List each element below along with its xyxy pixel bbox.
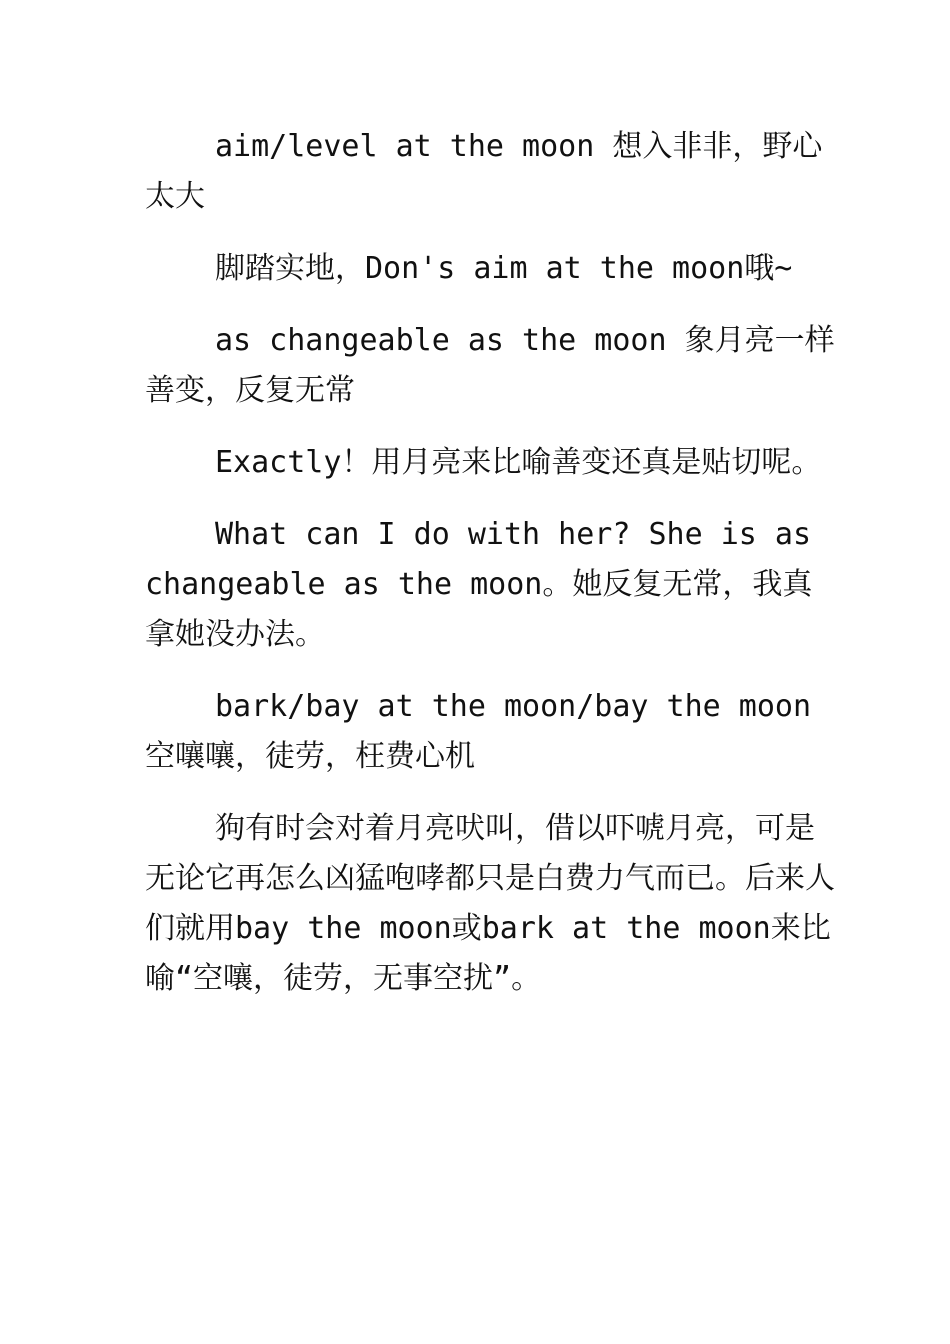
document-page bbox=[145, 122, 835, 1026]
paragraph-bark-at-the-moon: bark/bay at the moon/bay the moon 空嚷嚷，徒劳，枉费心机 bbox=[145, 689, 812, 774]
paragraph-changeable-example: What can I do with her? She is as changeable as the moon。她反复无常，我真拿她没办法。 bbox=[145, 517, 813, 652]
paragraph-exactly-comment: Exactly！用月亮来比喻善变还真是贴切呢。 bbox=[215, 445, 822, 480]
paragraph-changeable-as-the-moon: as changeable as the moon 象月亮一样善变，反复无常 bbox=[145, 323, 835, 408]
paragraph-dont-aim-example: 脚踏实地，Don's aim at the moon哦~ bbox=[215, 251, 793, 286]
paragraph-bay-the-moon-explanation: 狗有时会对着月亮吠叫，借以吓唬月亮，可是无论它再怎么凶猛咆哮都只是白费力气而已。后来人们就用bay the moon或bark at the moon来比喻“空嚷，徒劳，无事空扰”。 bbox=[145, 811, 835, 996]
paragraph-aim-at-the-moon: aim/level at the moon 想入非非，野心太大 bbox=[145, 129, 823, 214]
